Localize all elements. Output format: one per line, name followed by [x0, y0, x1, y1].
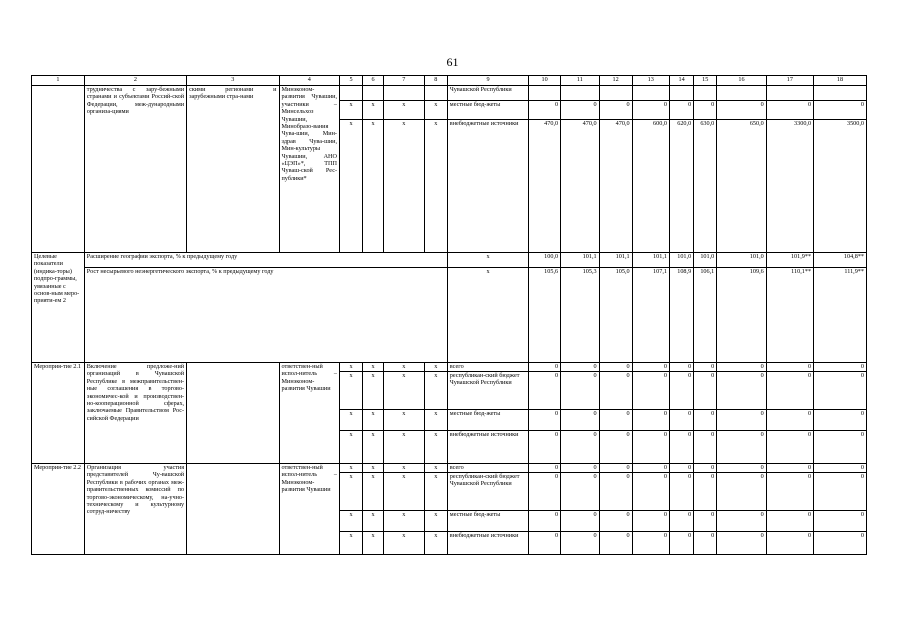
code-cell: [340, 86, 363, 101]
value-cell: 0: [529, 431, 561, 464]
value-cell: 0: [717, 410, 767, 431]
code-cell: x: [424, 363, 447, 372]
value-cell: 470,0: [561, 120, 600, 253]
code-cell: x: [340, 410, 363, 431]
value-cell: 0: [694, 464, 717, 473]
value-cell: 0: [814, 464, 867, 473]
value-cell: 0: [599, 372, 632, 410]
code-cell: x: [424, 464, 447, 473]
value-cell: 0: [814, 532, 867, 555]
code-cell: x: [363, 120, 384, 253]
code-cell: [383, 86, 424, 101]
column-number-header: 11: [561, 76, 600, 86]
value-cell: 0: [599, 464, 632, 473]
value-cell: 0: [561, 473, 600, 511]
funding-source: местные бюд-жеты: [447, 101, 528, 120]
value-cell: 0: [632, 410, 669, 431]
value-cell: 0: [766, 511, 813, 532]
code-cell: x: [383, 363, 424, 372]
code-cell: x: [340, 464, 363, 473]
code-cell: x: [363, 363, 384, 372]
code-cell: x: [363, 464, 384, 473]
value-cell: 620,0: [669, 120, 693, 253]
value-cell: 101,0: [694, 253, 717, 268]
code-cell: x: [340, 511, 363, 532]
column-number-header: 18: [814, 76, 867, 86]
code-cell: х: [447, 268, 528, 363]
value-cell: 0: [717, 372, 767, 410]
value-cell: 105,6: [529, 268, 561, 363]
participants-cell: [187, 363, 279, 464]
value-cell: 3300,0: [766, 120, 813, 253]
value-cell: 0: [599, 101, 632, 120]
value-cell: 0: [561, 511, 600, 532]
value-cell: 101,9**: [766, 253, 813, 268]
responsible-executor: ответствен-ный испол-нитель – Минэконом-развития Чувашии: [279, 363, 340, 464]
value-cell: 0: [766, 410, 813, 431]
value-cell: [599, 86, 632, 101]
value-cell: 0: [599, 363, 632, 372]
value-cell: 0: [529, 101, 561, 120]
value-cell: 470,0: [599, 120, 632, 253]
code-cell: x: [383, 532, 424, 555]
value-cell: 0: [694, 410, 717, 431]
measure-label: Мероприя-тие 2.1: [32, 363, 85, 464]
funding-source: Чувашской Республики: [447, 86, 528, 101]
value-cell: 0: [599, 473, 632, 511]
header-row: [32, 76, 867, 86]
code-cell: x: [363, 473, 384, 511]
code-cell: x: [363, 511, 384, 532]
value-cell: [694, 86, 717, 101]
measure-description: Организация участия представителей Чу-вашской Республики в рабочих органах меж-правительственных комиссий по торгово-экономическому, на-учно-техническому и культурному сотруд-ничеству: [84, 464, 186, 555]
indicator-text: Рост несырьевого неэнергетического экспорта, % к предыдущему году: [84, 268, 447, 363]
code-cell: x: [424, 532, 447, 555]
column-number-header: 9: [447, 76, 528, 86]
value-cell: 0: [561, 464, 600, 473]
column-number-header: 10: [529, 76, 561, 86]
table-row: [32, 464, 867, 473]
value-cell: 0: [694, 532, 717, 555]
value-cell: [766, 86, 813, 101]
value-cell: 105,0: [599, 268, 632, 363]
value-cell: 0: [766, 363, 813, 372]
value-cell: 0: [632, 363, 669, 372]
value-cell: 0: [694, 101, 717, 120]
column-number-header: 7: [383, 76, 424, 86]
column-number-header: 15: [694, 76, 717, 86]
value-cell: 0: [694, 431, 717, 464]
code-cell: x: [383, 101, 424, 120]
funding-source: внебюджетные источники: [447, 431, 528, 464]
value-cell: 0: [561, 410, 600, 431]
code-cell: x: [363, 372, 384, 410]
code-cell: x: [363, 410, 384, 431]
value-cell: 101,0: [669, 253, 693, 268]
value-cell: [669, 86, 693, 101]
value-cell: 0: [766, 101, 813, 120]
column-number-header: 8: [424, 76, 447, 86]
code-cell: x: [340, 363, 363, 372]
measure-label-cell: [32, 86, 85, 253]
value-cell: 0: [529, 464, 561, 473]
program-table: [31, 75, 867, 555]
code-cell: x: [383, 120, 424, 253]
code-cell: x: [363, 532, 384, 555]
value-cell: 0: [814, 511, 867, 532]
code-cell: x: [424, 372, 447, 410]
code-cell: [363, 86, 384, 101]
value-cell: 0: [717, 473, 767, 511]
value-cell: 0: [529, 372, 561, 410]
value-cell: 0: [632, 532, 669, 555]
code-cell: x: [383, 511, 424, 532]
code-cell: x: [424, 473, 447, 511]
responsible-executor: ответствен-ный испол-нитель – Минэконом-развития Чувашии: [279, 464, 340, 555]
value-cell: [717, 86, 767, 101]
value-cell: 111,9**: [814, 268, 867, 363]
value-cell: 0: [814, 431, 867, 464]
code-cell: x: [424, 101, 447, 120]
funding-source: местные бюд-жеты: [447, 410, 528, 431]
value-cell: 0: [599, 410, 632, 431]
value-cell: 0: [632, 372, 669, 410]
value-cell: 0: [717, 464, 767, 473]
value-cell: 0: [694, 363, 717, 372]
funding-source: всего: [447, 464, 528, 473]
table-row: [32, 363, 867, 372]
code-cell: x: [340, 120, 363, 253]
value-cell: 101,1: [632, 253, 669, 268]
value-cell: 0: [632, 101, 669, 120]
value-cell: 0: [766, 431, 813, 464]
value-cell: 0: [669, 532, 693, 555]
measure-description: Включение предложе-ний организаций в Чувашской Республике в межправительствен-ные соглашения в торгово-экономичес-кой и производствен-но-кооперационной сферах, заключаемые Правительством Рос-сийской Федерации: [84, 363, 186, 464]
code-cell: x: [424, 511, 447, 532]
value-cell: 600,0: [632, 120, 669, 253]
code-cell: x: [383, 372, 424, 410]
value-cell: 0: [694, 372, 717, 410]
value-cell: 110,1**: [766, 268, 813, 363]
value-cell: 0: [669, 372, 693, 410]
value-cell: 0: [717, 363, 767, 372]
target-indicator-row: [32, 268, 867, 363]
value-cell: 101,0: [717, 253, 767, 268]
value-cell: [814, 86, 867, 101]
value-cell: 101,1: [561, 253, 600, 268]
funding-source: внебюджетные источники: [447, 532, 528, 555]
value-cell: 650,0: [717, 120, 767, 253]
column-number-header: 5: [340, 76, 363, 86]
value-cell: 0: [766, 532, 813, 555]
value-cell: 0: [717, 101, 767, 120]
code-cell: x: [363, 101, 384, 120]
code-cell: x: [340, 431, 363, 464]
value-cell: 0: [717, 511, 767, 532]
table-row: [32, 86, 867, 101]
funding-source: республикан-ский бюджет Чувашской Республики: [447, 473, 528, 511]
value-cell: 0: [669, 431, 693, 464]
value-cell: [632, 86, 669, 101]
value-cell: 0: [632, 473, 669, 511]
value-cell: 106,1: [694, 268, 717, 363]
column-number-header: 6: [363, 76, 384, 86]
value-cell: 105,3: [561, 268, 600, 363]
value-cell: 0: [529, 363, 561, 372]
value-cell: 0: [814, 410, 867, 431]
value-cell: 0: [669, 511, 693, 532]
code-cell: x: [340, 372, 363, 410]
code-cell: x: [383, 410, 424, 431]
value-cell: 101,1: [599, 253, 632, 268]
value-cell: 630,0: [694, 120, 717, 253]
value-cell: 108,9: [669, 268, 693, 363]
value-cell: 0: [561, 431, 600, 464]
column-number-header: 12: [599, 76, 632, 86]
code-cell: x: [424, 410, 447, 431]
value-cell: 3500,0: [814, 120, 867, 253]
column-number-header: 1: [32, 76, 85, 86]
value-cell: 0: [561, 372, 600, 410]
value-cell: 109,6: [717, 268, 767, 363]
column-number-header: 17: [766, 76, 813, 86]
value-cell: 0: [669, 473, 693, 511]
value-cell: 470,0: [529, 120, 561, 253]
value-cell: 0: [669, 101, 693, 120]
value-cell: 0: [529, 511, 561, 532]
code-cell: x: [340, 532, 363, 555]
value-cell: 0: [632, 431, 669, 464]
value-cell: 0: [814, 363, 867, 372]
value-cell: 100,0: [529, 253, 561, 268]
value-cell: 0: [694, 473, 717, 511]
value-cell: 104,8**: [814, 253, 867, 268]
value-cell: 0: [561, 363, 600, 372]
measure-label: Мероприя-тие 2.2: [32, 464, 85, 555]
value-cell: 0: [529, 410, 561, 431]
participants-cell: [187, 464, 279, 555]
code-cell: x: [424, 120, 447, 253]
value-cell: 0: [717, 532, 767, 555]
value-cell: 0: [694, 511, 717, 532]
value-cell: 0: [599, 431, 632, 464]
value-cell: 0: [766, 464, 813, 473]
target-indicator-row: [32, 253, 867, 268]
value-cell: 0: [814, 372, 867, 410]
responsible-executor: Минэконом-развития Чувашии, участники – Минсельхоз Чувашии, Минобразо-вания Чува-шии, Мин-здрав Чува-шии, Мин-культуры Чувашии, АНО «ЦЭП»*, ТПП Чуваш-ской Рес-публики*: [279, 86, 340, 253]
value-cell: 0: [529, 473, 561, 511]
value-cell: 0: [632, 464, 669, 473]
column-number-header: 4: [279, 76, 340, 86]
value-cell: 0: [814, 101, 867, 120]
value-cell: 0: [599, 511, 632, 532]
value-cell: 0: [814, 473, 867, 511]
participants-cell: скими регионами и зарубежными стра-нами: [187, 86, 279, 253]
code-cell: x: [340, 101, 363, 120]
value-cell: 0: [529, 532, 561, 555]
funding-source: всего: [447, 363, 528, 372]
code-cell: x: [424, 431, 447, 464]
value-cell: 0: [717, 431, 767, 464]
value-cell: 107,1: [632, 268, 669, 363]
code-cell: х: [447, 253, 528, 268]
funding-source: республикан-ский бюджет Чувашской Республики: [447, 372, 528, 410]
value-cell: 0: [669, 464, 693, 473]
value-cell: 0: [766, 473, 813, 511]
value-cell: 0: [632, 511, 669, 532]
column-number-header: 3: [187, 76, 279, 86]
code-cell: x: [383, 464, 424, 473]
value-cell: 0: [561, 532, 600, 555]
column-number-header: 13: [632, 76, 669, 86]
code-cell: x: [383, 473, 424, 511]
column-number-header: 14: [669, 76, 693, 86]
page-number: 61: [446, 55, 459, 69]
target-indicators-label: Целевые показатели (индика-торы) подпро-граммы, увязанные с основ-ным меро-прияти-ем 2: [32, 253, 85, 363]
code-cell: x: [363, 431, 384, 464]
code-cell: x: [383, 431, 424, 464]
column-number-header: 16: [717, 76, 767, 86]
value-cell: 0: [669, 363, 693, 372]
value-cell: 0: [669, 410, 693, 431]
measure-description: трудничества с зару-бежными странами и субъектами Россий-ской Федерации, меж-дународными организа-циями: [84, 86, 186, 253]
code-cell: x: [340, 473, 363, 511]
value-cell: 0: [766, 372, 813, 410]
value-cell: 0: [561, 101, 600, 120]
funding-source: местные бюд-жеты: [447, 511, 528, 532]
value-cell: 0: [599, 532, 632, 555]
code-cell: [424, 86, 447, 101]
funding-source: внебюджетные источники: [447, 120, 528, 253]
value-cell: [529, 86, 561, 101]
indicator-text: Расширение географии экспорта, % к предыдущему году: [84, 253, 447, 268]
value-cell: [561, 86, 600, 101]
column-number-header: 2: [84, 76, 186, 86]
